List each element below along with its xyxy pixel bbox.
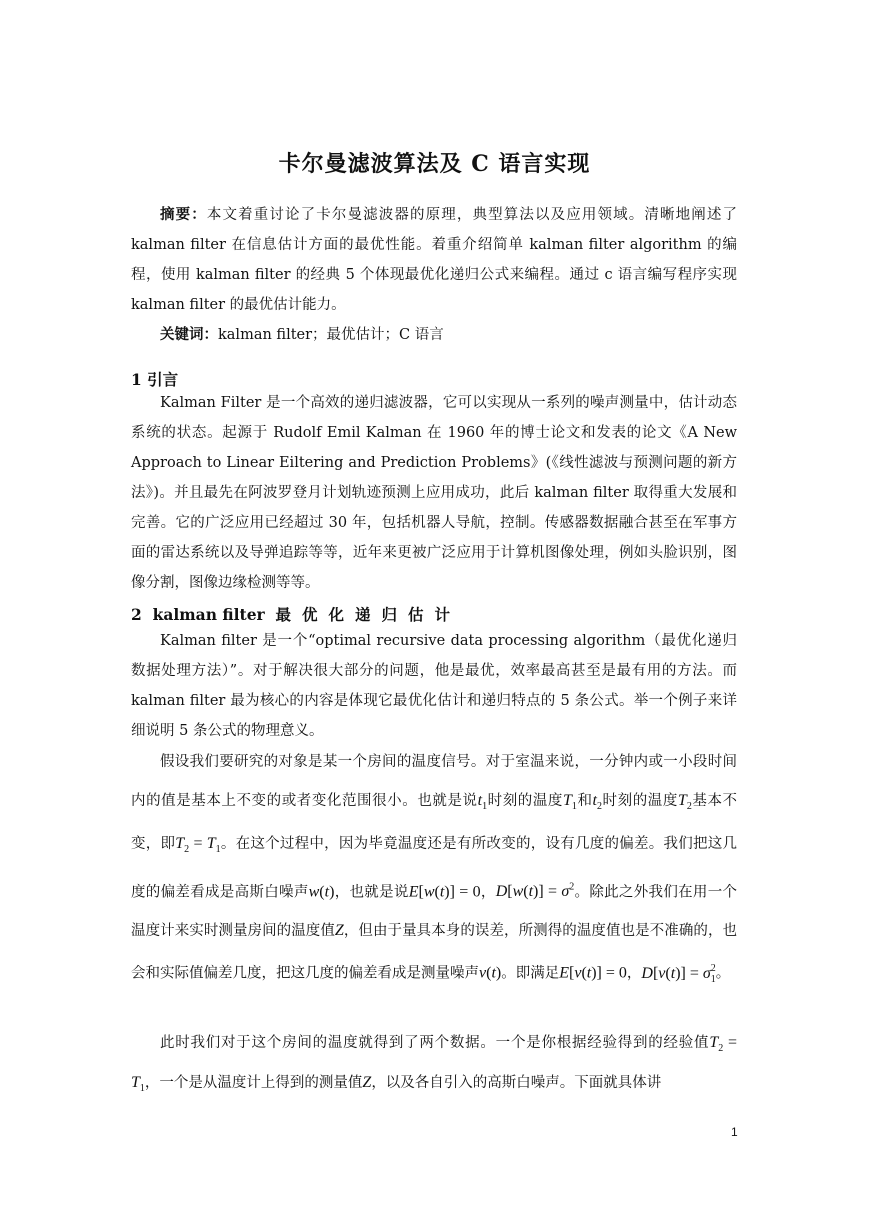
p3-text-a: 此时我们对于这个房间的温度就得到了两个数据。一个是你根据经验得到的经验值 <box>160 1035 710 1051</box>
math-T2-eq-T1: $T_2 = T_1$ <box>175 835 221 856</box>
keywords-text: kalman filter；最优估计；C 语言 <box>218 327 444 343</box>
page-number: 1 <box>731 1125 738 1139</box>
p2-text-j: 。除此之外我们在用一个温度计来实时测量房间的温度值 <box>131 884 738 939</box>
p2-text-l: 。即满足 <box>501 965 560 982</box>
math-T1: $T_1$ <box>562 791 577 812</box>
abstract-text: 本文着重讨论了卡尔曼滤波器的原理，典型算法以及应用领域。清晰地阐述了 kalman filter 在信息估计方面的最优性能。着重介绍简单 kalman filter algorithm 的编程，使用 kalman filter 的经典 5 个体现最优化递归公式来编程。通过 c 语言编写程序实现 kalman filter 的最优估计能力。 <box>131 207 737 313</box>
p2-text-h: ，也就是说 <box>334 884 409 901</box>
math-t1: $t_1$ <box>477 791 488 812</box>
abstract-paragraph <box>131 200 737 320</box>
keywords-label: 关键词： <box>160 326 218 343</box>
math-D-w-eq-sigma2: $D[w(t)] = \sigma^2$ <box>495 881 575 901</box>
keywords-line <box>131 320 737 350</box>
p2-text-a: 假设我们要研究的对象是某一个房间的温度信号。对于室温来说，一分钟内或一小段时间内的值是基本上不变的或者变化范围很小。也就是说 <box>131 754 737 809</box>
p2-text-b: 时刻的温度 <box>487 792 563 809</box>
section2-heading-cn: 最优化递归估计 <box>275 605 462 624</box>
math-E-v-eq-0: E[v(t)] = 0 <box>559 964 627 982</box>
section2-paragraph-2 <box>131 744 737 998</box>
p2-text-k: ，但由于量具本身的误差，所测得的温度值也是不准确的，也会和实际值偏差几度，把这几度的偏差看成是测量噪声 <box>131 922 738 982</box>
math-w-t: w(t) <box>308 883 335 901</box>
p2-text-c: 和 <box>576 792 593 809</box>
math-Z-b: Z <box>362 1074 372 1092</box>
math-Z: Z <box>334 921 344 939</box>
p2-text-f: 。在这个过程中，因为毕竟温度还是有所改变的，设有几度的偏差。 <box>220 836 664 853</box>
math-D-v-eq-sigma1sq: $D[v(t)] = \sigma_1^2$ <box>641 963 716 985</box>
p2-text-m: ， <box>626 965 642 982</box>
p2-text-i: ， <box>480 884 496 901</box>
math-v-t: v(t) <box>479 964 502 982</box>
p2-text-g: 我们把这几度的偏差看成是高斯白噪声 <box>131 836 738 901</box>
page-title: 卡尔曼滤波算法及 C 语言实现 <box>278 151 591 177</box>
p3-text-b: ，一个是从温度计上得到的测量值 <box>144 1075 363 1092</box>
abstract-label: 摘要： <box>160 206 207 223</box>
math-t2: $t_2$ <box>592 791 602 812</box>
p2-text-e: 基本不变，即 <box>131 792 738 853</box>
section2-heading-en: kalman filter <box>152 605 265 624</box>
math-T2: $T_2$ <box>677 791 692 812</box>
math-E-w-eq-0: E[w(t)] = 0 <box>408 883 481 901</box>
p2-text-n: 。 <box>715 965 731 982</box>
math-T2-eq-T1-b: $T_2 = T_1$ <box>131 1034 738 1095</box>
section2-paragraph-1: Kalman filter 是一个“optimal recursive data processing algorithm（最优化递归数据处理方法）”。对于解决很大部分的问题，他是最优，效率最高甚至是最有用的方法。而 kalman filter 最为核心的内容是体现它最优化估计和递归特点的 5 条公式。举一个例子来详细说明 5 条公式的物理意义。 <box>131 633 737 739</box>
p2-text-d: 时刻的温度 <box>601 792 678 809</box>
section2-heading <box>131 603 461 625</box>
section1-heading: 1 引言 <box>131 370 179 389</box>
p3-text-c: ，以及各自引入的高斯白噪声。下面就具体讲 <box>371 1075 662 1092</box>
section1-paragraph: Kalman Filter 是一个高效的递归滤波器，它可以实现从一系列的噪声测量中，估计动态系统的状态。起源于 Rudolf Emil Kalman 在 1960 年的博士论文和发表的论文《A New Approach to Linear Eiltering and Prediction Problems》(《线性滤波与预测问题的新方法》)。并且最先在阿波罗登月计划轨迹预测上应用成功，此后 kalman filter 取得重大发展和完善。它的广泛应用已经超过 30 年，包括机器人导航，控制。传感器数据融合甚至在军事方面的雷达系统以及导弹追踪等等，近年来更被广泛应用于计算机图像处理，例如头脸识别，图像分割，图像边缘检测等等。 <box>131 395 737 591</box>
section2-paragraph-3 <box>131 1026 737 1106</box>
section2-heading-num: 2 <box>131 605 142 624</box>
